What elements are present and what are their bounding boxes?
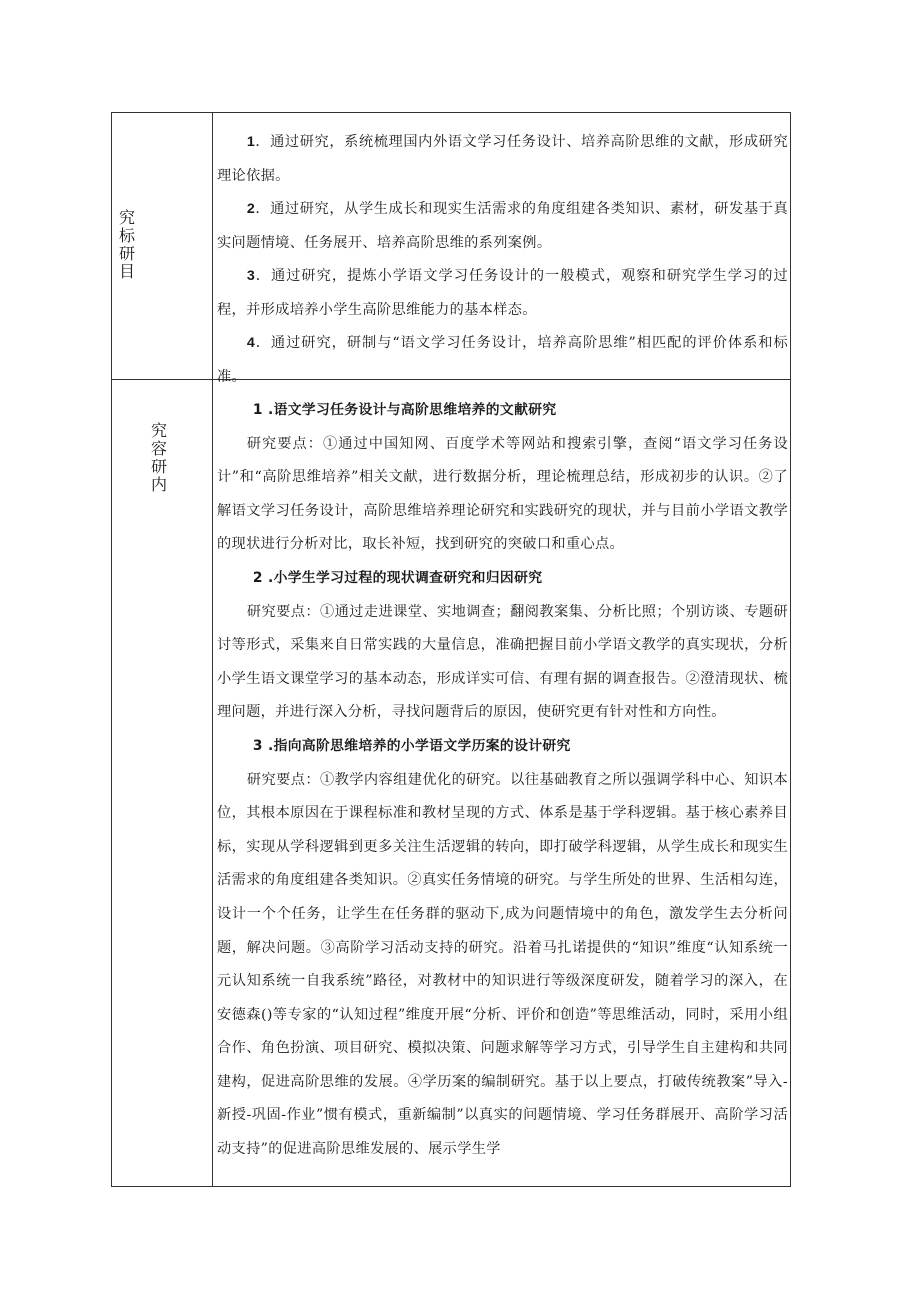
goal-item: 2．通过研究，从学生成长和现实生活需求的角度组建各类知识、素材，研发基于真实问题情境、任务展开、培养高阶思维的系列案例。	[217, 201, 788, 251]
content-label-cell	[112, 380, 213, 1186]
goals-label-cell	[112, 113, 213, 379]
goal-item: 1．通过研究，系统梳理国内外语文学习任务设计、培养高阶思维的文献，形成研究理论依据。	[217, 134, 788, 184]
section-heading: 2 .小学生学习过程的现状调查研究和归因研究	[252, 569, 543, 586]
section-body: 研究要点：①教学内容组建优化的研究。以往基础教育之所以强调学科中心、知识本位，其根本原因在于课程标准和教材呈现的方式、体系是基于学科逻辑。基于核心素养目标，实现从学科逻辑到更多关注生活逻辑的转向，即打破学科逻辑，从学生成长和现实生活需求的角度组建各类知识。②真实任务情境的研究。与学生所处的世界、生活相勾连，设计一个个任务，让学生在任务群的驱动下,成为问题情境中的角色，激发学生去分析问题，解决问题。③高阶学习活动支持的研究。沿着马扎诺提供的“知识”维度“认知系统一元认知系统一自我系统”路径，对教材中的知识进行等级深度研发，随着学习的深入，在安德森()等专家的“认知过程”维度开展“分析、评价和创造”等思维活动，同时，采用小组合作、角色扮演、项目研究、模拟决策、问题求解等学习方式，引导学生自主建构和共同建构，促进高阶思维的发展。④学历案的编制研究。基于以上要点，打破传统教案”导入-新授-巩固-作业”惯有模式，重新编制”以真实的问题情境、学习任务群展开、高阶学习活动支持”的促进高阶思维发展的、展示学生学	[217, 771, 788, 1158]
content-label: 究 容 研 内	[150, 421, 167, 494]
research-content-row	[112, 380, 790, 1186]
goal-item: 4．通过研究，研制与“语文学习任务设计，培养高阶思维”相匹配的评价体系和标准。	[217, 335, 788, 385]
content-body-cell	[213, 380, 790, 1186]
section-body: 研究要点：①通过走进课堂、实地调查；翻阅教案集、分析比照；个别访谈、专题研讨等形式，采集来自日常实践的大量信息，准确把握目前小学语文教学的真实现状，分析小学生语文课堂学习的基本动态，形成详实可信、有理有据的调查报告。②澄清现状、梳理问题，并进行深入分析，寻找问题背后的原因，使研究更有针对性和方向性。	[217, 603, 788, 721]
research-goals-row	[112, 113, 790, 385]
goals-label: 究 标 研 目	[118, 208, 135, 281]
document-table	[111, 112, 791, 1187]
content-sections	[217, 394, 788, 1167]
goal-item: 3．通过研究，提炼小学语文学习任务设计的一般模式，观察和研究学生学习的过程，并形成培养小学生高阶思维能力的基本样态。	[217, 268, 788, 318]
goals-list	[217, 126, 788, 394]
goals-body-cell	[213, 113, 790, 385]
section-body: 研究要点：①通过中国知网、百度学术等网站和搜索引擎，查阅“语文学习任务设计”和“高阶思维培养”相关文献，进行数据分析，理论梳理总结，形成初步的认识。②了解语文学习任务设计，高阶思维培养理论研究和实践研究的现状，并与目前小学语文教学的现状进行分析对比，取长补短，找到研究的突破口和重心点。	[217, 435, 788, 553]
section-heading: 3 .指向高阶思维培养的小学语文学历案的设计研究	[252, 737, 571, 754]
section-heading: 1 .语文学习任务设计与高阶思维培养的文献研究	[252, 402, 557, 418]
